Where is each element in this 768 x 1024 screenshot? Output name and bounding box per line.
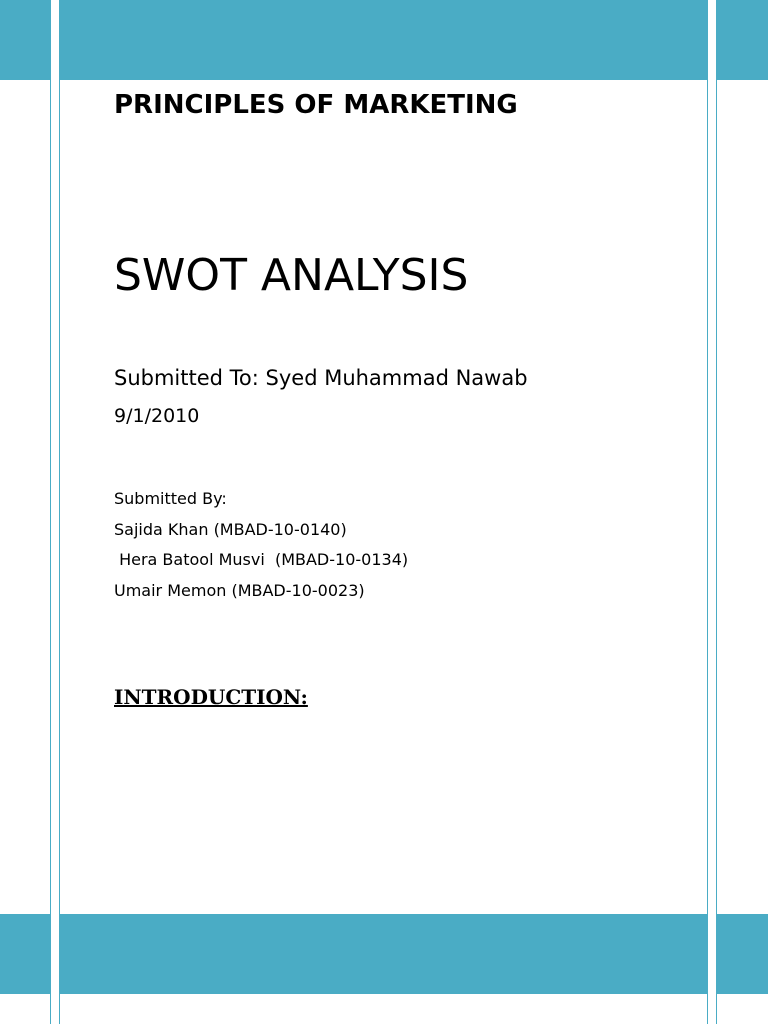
top-accent-band [0, 0, 768, 80]
team-member: Hera Batool Musvi (MBAD-10-0134) [114, 550, 409, 569]
submitted-to: Submitted To: Syed Muhammad Nawab [114, 366, 528, 390]
team-member: Umair Memon (MBAD-10-0023) [114, 581, 365, 600]
left-border-line [50, 0, 60, 1024]
introduction-heading: INTRODUCTION: [114, 685, 308, 709]
right-border-line [707, 0, 717, 1024]
bottom-accent-band [0, 914, 768, 994]
document-title: SWOT ANALYSIS [114, 250, 469, 301]
course-title: PRINCIPLES OF MARKETING [114, 90, 518, 120]
submitted-by-label: Submitted By: [114, 489, 227, 508]
team-member: Sajida Khan (MBAD-10-0140) [114, 520, 347, 539]
submission-date: 9/1/2010 [114, 405, 200, 427]
